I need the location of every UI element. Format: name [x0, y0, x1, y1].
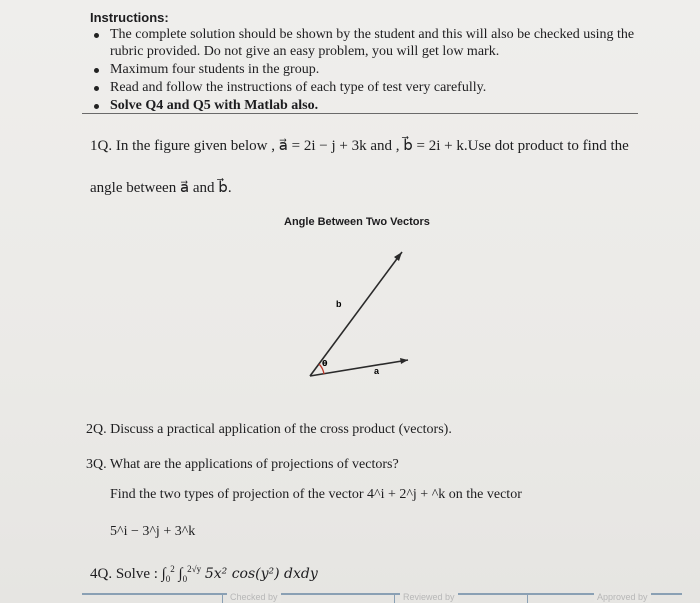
footer-checked-label: Checked by [227, 592, 281, 602]
vector-a-label: a [374, 366, 380, 376]
vector-b-label: b [336, 299, 342, 309]
integrand: 5x² cos(y²) dxdy [204, 566, 318, 582]
instruction-item: Solve Q4 and Q5 with Matlab also. [90, 97, 650, 114]
question-1-text: 1Q. In the figure given below , a⃗ = 2i − j + 3k and , b⃗ = 2i + k.Use dot product to find the [90, 138, 629, 154]
question-4 [90, 564, 318, 584]
question-3-subtext: Find the two types of projection of the vector 4^i + 2^j + ^k on the vector [110, 487, 522, 502]
instructions-list [90, 26, 650, 115]
question-3-text: 3Q. What are the applications of projections of vectors? [86, 457, 399, 472]
instructions-title: Instructions: [90, 10, 169, 25]
footer-approved-label: Approved by [594, 592, 651, 602]
footer-divider [527, 593, 528, 603]
inner-lower-limit: 0 [182, 574, 188, 584]
question-2-text: 2Q. Discuss a practical application of the cross product (vectors). [86, 422, 452, 437]
instruction-item: The complete solution should be shown by the student and this will also be checked using the rubric provided. Do not give an easy problem, you will get low mark. [90, 26, 650, 60]
integral-sign-icon: ∫ [178, 566, 183, 582]
vector-b-arrowhead [394, 252, 402, 261]
footer-reviewed-label: Reviewed by [400, 592, 458, 602]
signature-footer [82, 593, 682, 603]
instruction-item: Read and follow the instructions of each type of test very carefully. [90, 79, 650, 96]
angle-theta-label: θ [322, 359, 328, 368]
vector-angle-figure [290, 236, 420, 386]
integral-sign-icon: ∫ [161, 566, 166, 582]
vector-b-line [310, 252, 402, 376]
footer-divider [394, 593, 395, 603]
question-1-text-continued: angle between a⃗ and b⃗. [90, 180, 232, 196]
question-3-vector: 5^i − 3^j + 3^k [110, 524, 196, 539]
instruction-item: Maximum four students in the group. [90, 61, 650, 78]
outer-lower-limit: 0 [165, 574, 171, 584]
figure-title: Angle Between Two Vectors [284, 216, 430, 228]
section-divider [82, 113, 638, 114]
question-4-prefix: 4Q. Solve : [90, 566, 162, 582]
inner-upper-limit: 2√y [187, 564, 202, 574]
footer-divider [222, 593, 223, 603]
outer-upper-limit: 2 [170, 564, 175, 574]
